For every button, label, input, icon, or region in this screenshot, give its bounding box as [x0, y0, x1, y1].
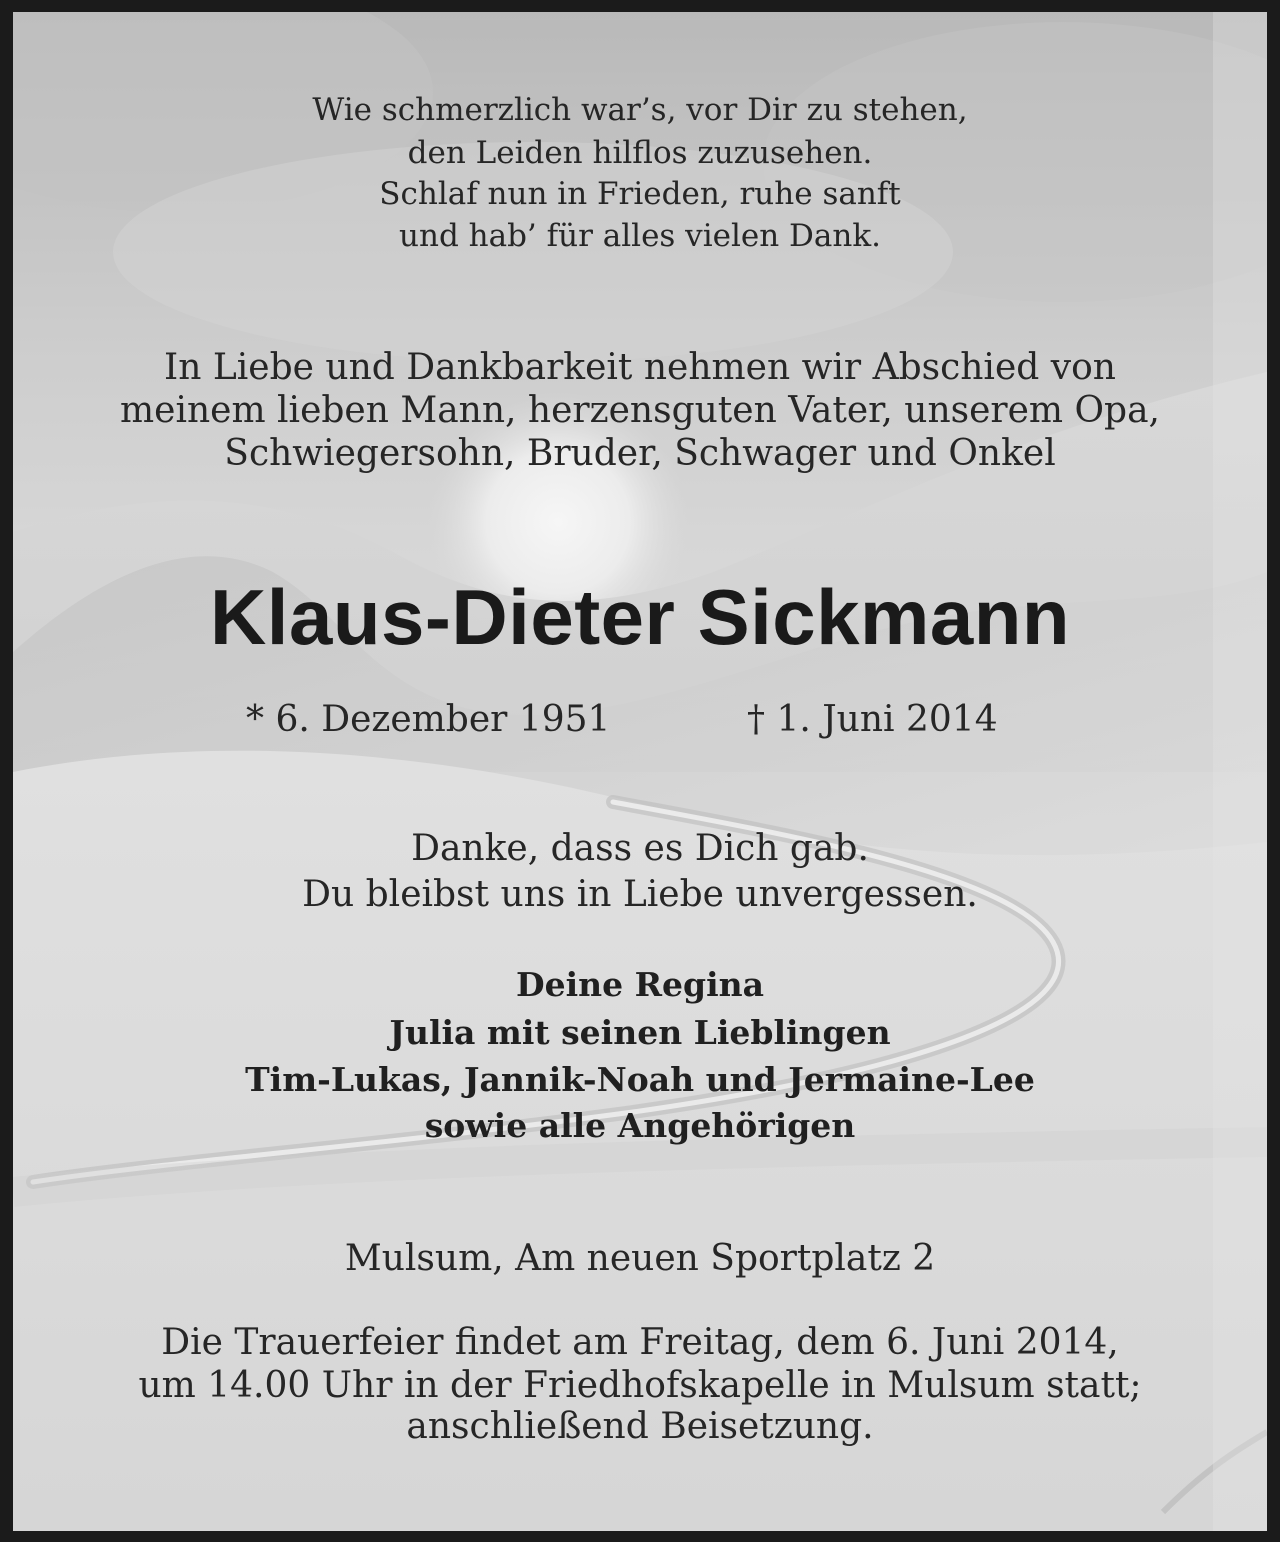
family-line: sowie alle Angehörigen [424, 1106, 856, 1145]
funeral-line: um 14.00 Uhr in der Friedhofskapelle in Mulsum statt; [138, 1365, 1142, 1406]
notice-text [13, 12, 1267, 1531]
intro-line: meinem lieben Mann, herzensguten Vater, unserem Opa, [120, 390, 1160, 431]
intro-line: Schwiegersohn, Bruder, Schwager und Onkel [224, 433, 1056, 474]
poem-line: und hab’ für alles vielen Dank. [399, 218, 881, 254]
intro-line: In Liebe und Dankbarkeit nehmen wir Abschied von [164, 347, 1116, 388]
poem-line: Wie schmerzlich war’s, vor Dir zu stehen, [312, 92, 968, 128]
funeral-line: Die Trauerfeier findet am Freitag, dem 6. Juni 2014, [161, 1322, 1119, 1363]
birth-date: * 6. Dezember 1951 [246, 699, 611, 740]
deceased-name: Klaus-Dieter Sickmann [209, 573, 1071, 661]
family-line: Tim-Lukas, Jannik-Noah und Jermaine-Lee [245, 1060, 1035, 1099]
thanks-line: Du bleibst uns in Liebe unvergessen. [302, 874, 978, 915]
poem-line: den Leiden hilflos zuzusehen. [407, 135, 873, 171]
family-line: Julia mit seinen Lieblingen [389, 1013, 891, 1052]
funeral-line: anschließend Beisetzung. [406, 1406, 874, 1447]
address: Mulsum, Am neuen Sportplatz 2 [344, 1238, 936, 1279]
thanks-line: Danke, dass es Dich gab. [411, 828, 869, 869]
death-date: † 1. Juni 2014 [747, 699, 998, 740]
poem-line: Schlaf nun in Frieden, ruhe sanft [379, 176, 901, 212]
family-line: Deine Regina [515, 965, 765, 1004]
